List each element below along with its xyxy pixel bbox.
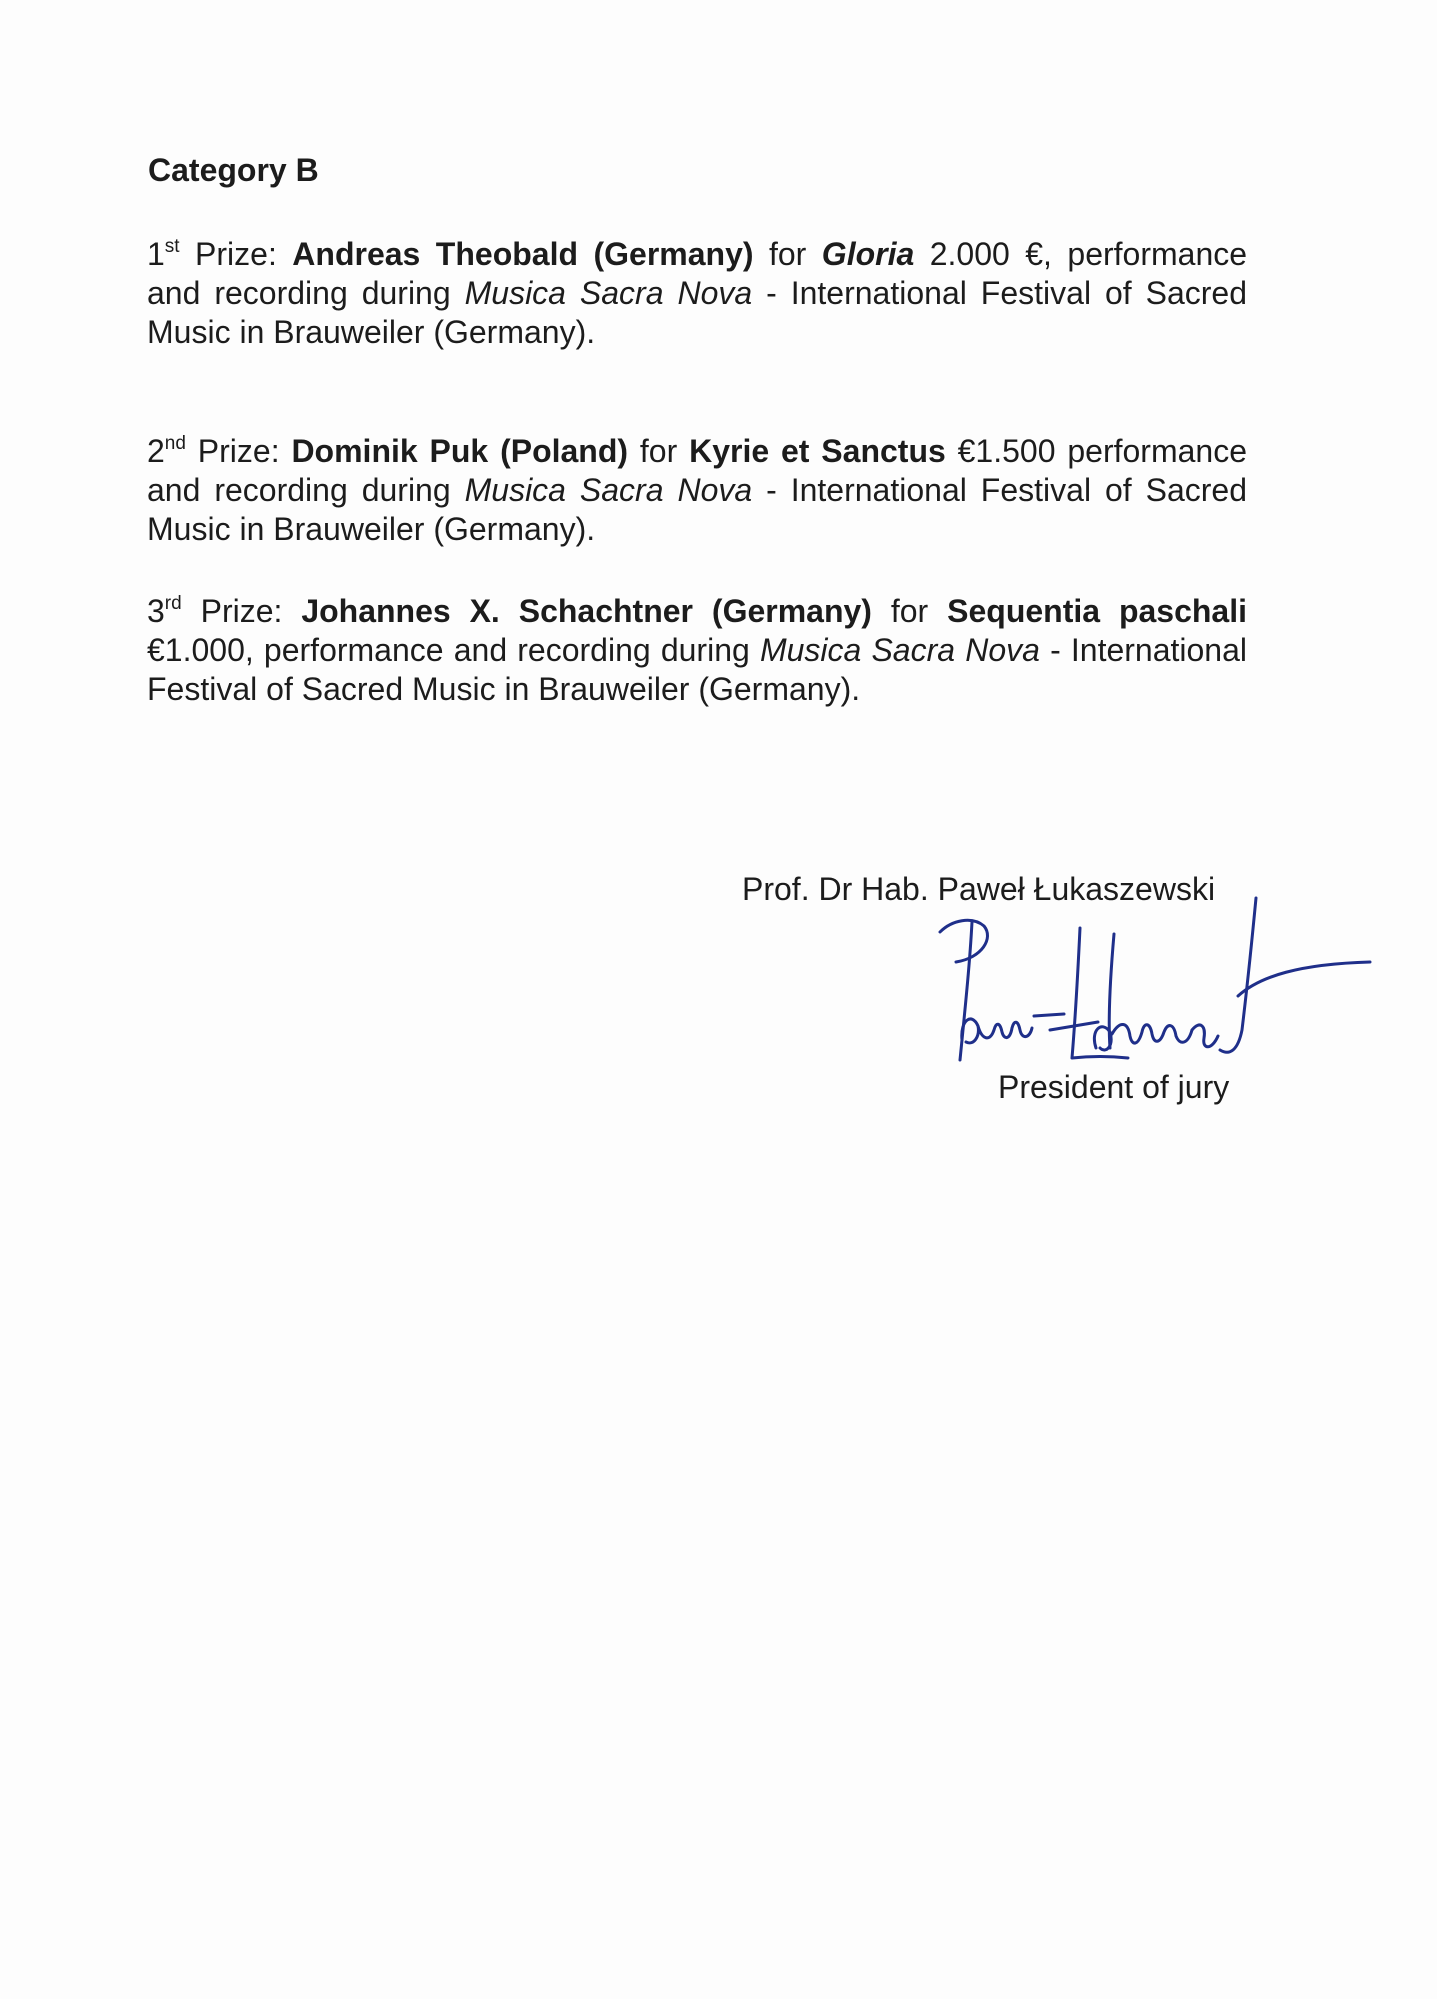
- signatory-name: Prof. Dr Hab. Paweł Łukaszewski: [742, 871, 1216, 907]
- prize-amount: €1.000, performance and recording during: [147, 632, 760, 668]
- prize-number: 1: [147, 236, 165, 272]
- prize-amount: 2.000 €, performance and recording during: [147, 236, 1248, 311]
- prize-ordinal: nd: [164, 433, 186, 454]
- prize-label: Prize:: [179, 236, 293, 272]
- prize-work: Sequentia paschali: [947, 593, 1248, 629]
- prize-winner: Andreas Theobald (Germany): [292, 236, 754, 272]
- prize-for: for: [871, 593, 948, 629]
- prize-for: for: [753, 236, 822, 272]
- prize-first: [147, 235, 1247, 352]
- prize-amount: €1.500 performance and recording during: [147, 433, 1247, 508]
- prize-for: for: [628, 433, 690, 469]
- prize-festival: Musica Sacra Nova: [464, 275, 753, 311]
- prize-label: Prize:: [185, 433, 292, 469]
- prize-tail: - International Festival of Sacred Music in Brauweiler (Germany).: [147, 632, 1247, 707]
- prize-second: [147, 432, 1247, 549]
- prize-number: 2: [147, 433, 165, 469]
- prize-label: Prize:: [181, 593, 302, 629]
- prize-number: 3: [147, 593, 165, 629]
- prize-ordinal: st: [164, 236, 180, 257]
- handwritten-signature: [900, 880, 1380, 1080]
- prize-tail: - International Festival of Sacred Music in Brauweiler (Germany).: [147, 472, 1248, 547]
- prize-work: Kyrie et Sanctus: [689, 433, 946, 469]
- signatory-role: President of jury: [998, 1069, 1230, 1105]
- prize-winner: Dominik Puk (Poland): [291, 433, 629, 469]
- prize-festival: Musica Sacra Nova: [464, 472, 753, 508]
- prize-tail: - International Festival of Sacred Music in Brauweiler (Germany).: [147, 275, 1248, 350]
- category-heading: Category B: [148, 152, 319, 188]
- prize-ordinal: rd: [164, 593, 182, 614]
- prize-festival: Musica Sacra Nova: [759, 632, 1040, 668]
- prize-work: Gloria: [821, 236, 915, 272]
- prize-third: [147, 592, 1247, 709]
- prize-winner: Johannes X. Schachtner (Germany): [301, 593, 872, 629]
